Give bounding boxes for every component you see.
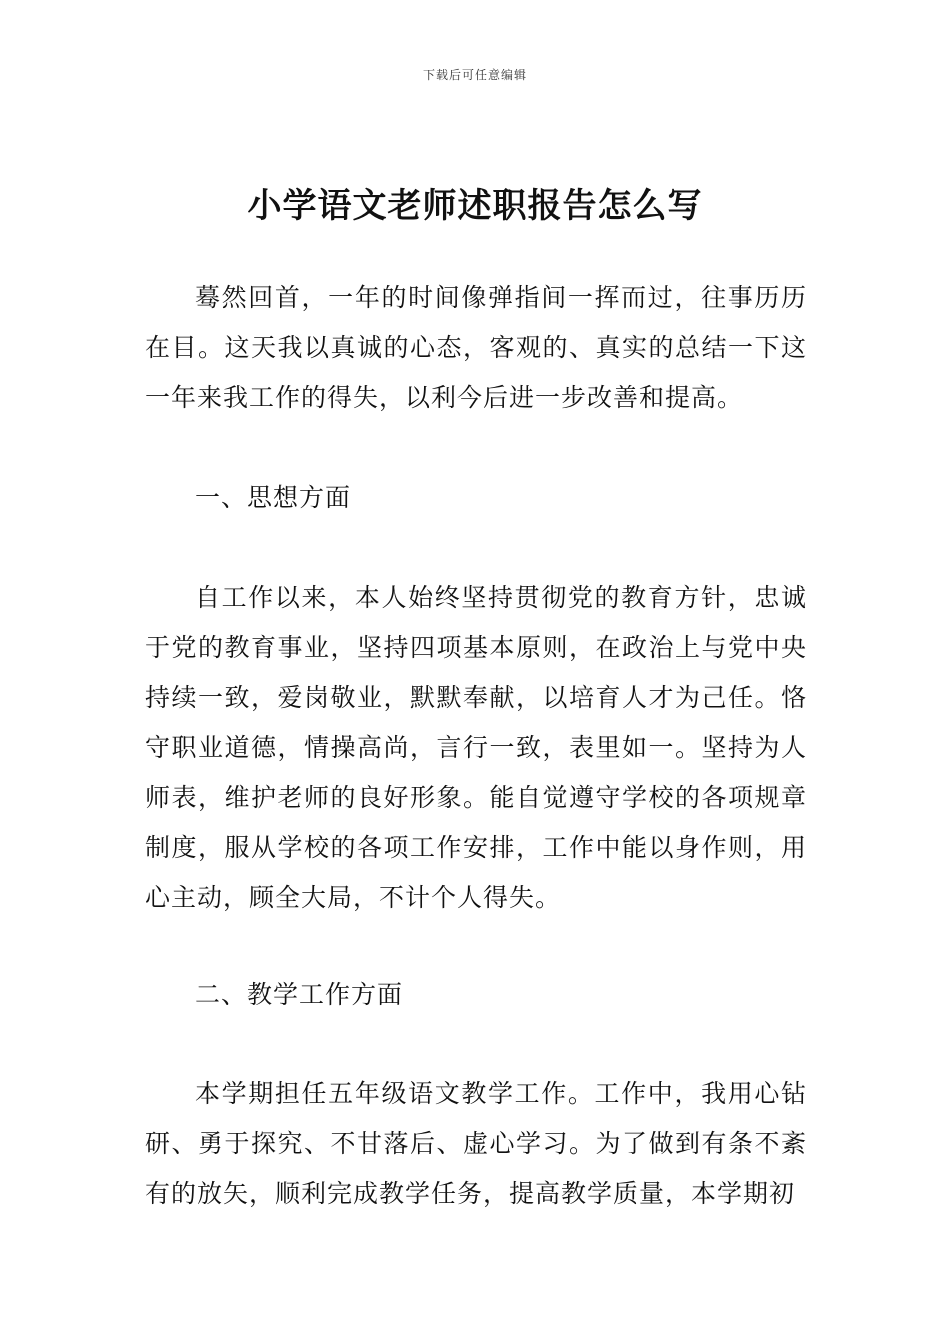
header-note: 下载后可任意编辑	[422, 68, 527, 82]
paragraph-intro: 蓦然回首，一年的时间像弹指间一挥而过，往事历历在目。这天我以真诚的心态，客观的、真实的总结一下这一年来我工作的得失，以利今后进一步改善和提高。	[145, 283, 807, 412]
body-block-intro	[145, 273, 807, 423]
body-block-heading-1	[145, 473, 807, 523]
body-block-heading-2	[145, 970, 807, 1020]
paragraph-teaching: 本学期担任五年级语文教学工作。工作中，我用心钻研、勇于探究、不甘落后、虚心学习。为了做到有条不紊有的放矢，顺利完成教学任务，提高教学质量，本学期初	[145, 1079, 807, 1208]
body-block-teaching	[145, 1069, 807, 1219]
body-block-thought	[145, 573, 807, 923]
paragraph-thought: 自工作以来，本人始终坚持贯彻党的教育方针，忠诚于党的教育事业，坚持四项基本原则，在政治上与党中央持续一致，爱岗敬业，默默奉献，以培育人才为己任。恪守职业道德，情操高尚，言行一致，表里如一。坚持为人师表，维护老师的良好形象。能自觉遵守学校的各项规章制度，服从学校的各项工作安排，工作中能以身作则，用心主动，顾全大局，不计个人得失。	[145, 583, 807, 912]
section-heading-thought: 一、思想方面	[195, 483, 352, 512]
section-heading-teaching: 二、教学工作方面	[195, 980, 404, 1009]
document-title: 小学语文老师述职报告怎么写	[247, 186, 703, 226]
